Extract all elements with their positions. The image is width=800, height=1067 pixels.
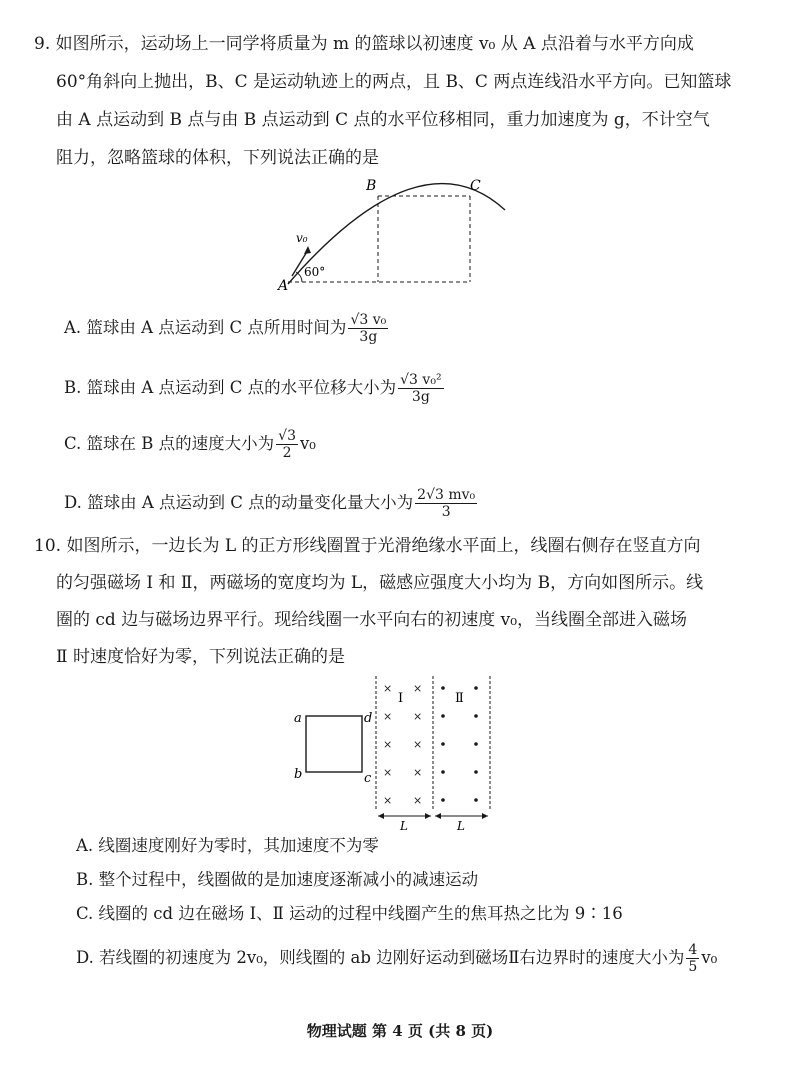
q9-option-d-num: 2√3 mv₀ [417, 487, 476, 503]
svg-text:×: × [413, 766, 423, 779]
svg-text:×: × [413, 794, 423, 807]
q9-option-d-fraction [415, 487, 477, 520]
q9-option-c [64, 428, 316, 461]
label-a: A [278, 278, 289, 294]
q10-option-d-fraction [686, 942, 699, 975]
q9-option-b [64, 372, 446, 405]
svg-text:×: × [413, 738, 423, 751]
svg-text:×: × [383, 738, 393, 751]
q10-option-d-num: 4 [688, 942, 698, 958]
q10-option-d-text: D. 若线圈的初速度为 2v₀，则线圈的 ab 边刚好运动到磁场Ⅱ右边界时的速度大小为 [76, 948, 685, 967]
q10-option-d-den: 5 [688, 959, 698, 975]
svg-text:×: × [383, 766, 393, 779]
svg-text:×: × [383, 710, 393, 723]
q9-option-c-fraction [276, 428, 298, 461]
page-footer: 物理试题 第 4 页 (共 8 页) [306, 1022, 494, 1040]
q9-option-c-num: √3 [278, 428, 296, 444]
label-b: B [366, 178, 377, 194]
label-b: b [294, 767, 303, 782]
label-field-1: Ⅰ [398, 691, 404, 706]
q9-option-a-den: 3g [359, 329, 378, 345]
q9-option-b-fraction [398, 372, 443, 405]
label-width-2: L [457, 819, 465, 832]
q10-option-b: B. 整个过程中，线圈做的是加速度逐渐减小的减速运动 [76, 870, 479, 889]
q9-option-d-text: D. 篮球由 A 点运动到 C 点的动量变化量大小为 [64, 493, 414, 512]
label-width-1: L [400, 819, 408, 832]
q9-line-1: 9. 如图所示，运动场上一同学将质量为 m 的篮球以初速度 v₀ 从 A 点沿着与水平方向成 [34, 34, 694, 54]
q9-option-a [64, 312, 390, 345]
square-coil [306, 716, 362, 772]
q9-line-2: 60°角斜向上抛出，B、C 是运动轨迹上的两点，且 B、C 两点连线沿水平方向。已知篮球 [56, 72, 732, 92]
q9-option-c-suffix: v₀ [299, 434, 316, 453]
q10-line-1: 10. 如图所示，一边长为 L 的正方形线圈置于光滑绝缘水平面上，线圈右侧存在竖直方向 [34, 536, 701, 556]
q9-option-b-den: 3g [411, 389, 430, 405]
q9-line-3: 由 A 点运动到 B 点与由 B 点运动到 C 点的水平位移相同，重力加速度为 g，不计空气 [56, 110, 710, 130]
svg-text:×: × [383, 794, 393, 807]
svg-text:×: × [383, 682, 393, 695]
q10-line-3: 圈的 cd 边与磁场边界平行。现给线圈一水平向右的初速度 v₀，当线圈全部进入磁场 [56, 610, 688, 630]
q10-option-d [76, 942, 717, 975]
label-c: c [364, 771, 372, 786]
q9-option-a-num: √3 v₀ [350, 312, 387, 328]
q10-line-2: 的匀强磁场 Ⅰ 和 Ⅱ，两磁场的宽度均为 L，磁感应强度大小均为 B，方向如图所示。线 [56, 573, 704, 593]
q10-option-d-suffix: v₀ [701, 948, 718, 967]
q9-option-a-text: A. 篮球由 A 点运动到 C 点所用时间为 [64, 318, 347, 337]
q9-option-c-den: 2 [282, 445, 292, 461]
label-angle: 60° [304, 265, 326, 279]
q10-line-4: Ⅱ 时速度恰好为零，下列说法正确的是 [56, 647, 345, 667]
q10-option-c: C. 线圈的 cd 边在磁场 Ⅰ、Ⅱ 运动的过程中线圈产生的焦耳热之比为 9∶16 [76, 904, 623, 923]
q9-option-c-text: C. 篮球在 B 点的速度大小为 [64, 434, 275, 453]
label-d: d [364, 711, 373, 726]
q9-option-b-num: √3 v₀² [400, 372, 442, 388]
q9-option-d-den: 3 [441, 504, 451, 520]
label-field-2: Ⅱ [455, 691, 464, 706]
q9-option-a-fraction [348, 312, 388, 345]
label-a: a [294, 711, 302, 726]
q9-option-b-text: B. 篮球由 A 点运动到 C 点的水平位移大小为 [64, 378, 397, 397]
q9-line-4: 阻力，忽略篮球的体积，下列说法正确的是 [56, 148, 379, 168]
svg-text:×: × [413, 682, 423, 695]
svg-text:×: × [413, 710, 423, 723]
q10-option-a: A. 线圈速度刚好为零时，其加速度不为零 [76, 836, 379, 855]
v0-arrowhead [304, 246, 311, 254]
q10-coil-field-figure [290, 670, 510, 832]
label-c: C [470, 178, 481, 194]
q9-trajectory-figure [270, 172, 520, 294]
label-v0: v₀ [296, 231, 308, 245]
q9-option-d [64, 487, 479, 520]
